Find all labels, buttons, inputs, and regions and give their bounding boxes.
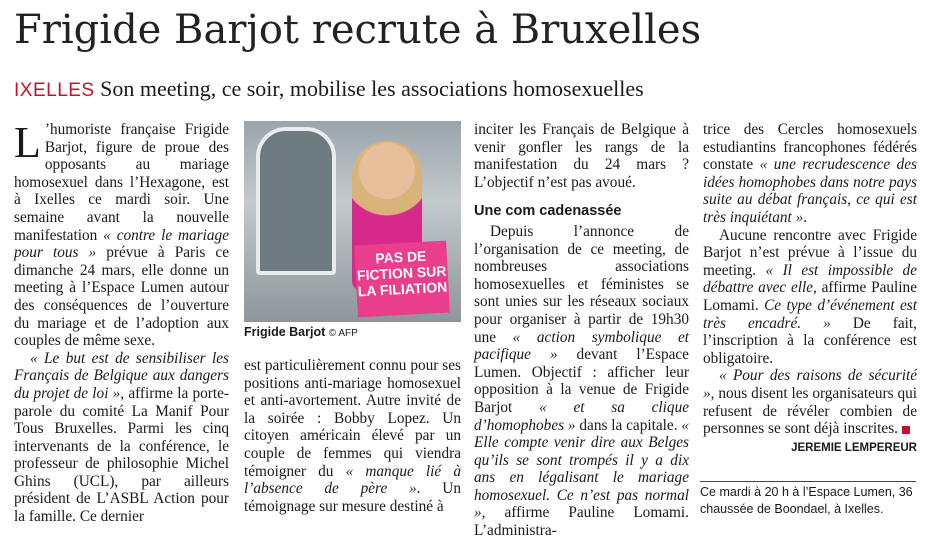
- article-column-3: [474, 121, 689, 540]
- author-signature: JEREMIE LEMPEREUR: [791, 441, 917, 454]
- article-column-2: [244, 357, 461, 515]
- paragraph: inciter les Français de Belgique à venir gonfler les rangs de la manifestation du 24 mars ? L’objectif n’est pas avoué.: [474, 121, 689, 191]
- protest-sign: PAS DE FICTION SUR LA FILIATION: [354, 241, 450, 318]
- paragraph: « Pour des raisons de sécurité », nous disent les organisateurs qui refusent de révéler combien de personnes se sont déjà inscrites.: [703, 367, 917, 438]
- section-subhead: Une com cadenassée: [474, 203, 622, 220]
- paragraph: est particulièrement connu pour ses positions anti-mariage homosexuel et anti-avortement. Autre invité de la soirée : Bobby Lopez. Un citoyen américain élevé par un couple de femmes qui viendra témoigner du « manque lié à l’absence de père ». Un témoignage sur mesure destiné à: [244, 357, 461, 515]
- subheadline: Son meeting, ce soir, mobilise les associations homosexuelles: [100, 76, 644, 101]
- headline: Frigide Barjot recrute à Bruxelles: [14, 7, 702, 53]
- paragraph: « Le but est de sensibiliser les Français de Belgique aux dangers du projet de loi », affirme la porte-parole du comité La Manif Pour Tous Bruxelles. Parmi les cinq intervenants de la conférence, le professeur de philosophie Michel Ghins (UCL), par ailleurs président de L’ASBL Action pour la famille. Ce dernier: [14, 349, 230, 526]
- kicker-location: IXELLES: [14, 80, 95, 101]
- drop-cap: L: [14, 118, 41, 167]
- end-of-article-mark: [902, 426, 910, 434]
- article-column-1: [14, 118, 230, 526]
- event-info-box: Ce mardi à 20 h à l’Espace Lumen, 36 chaussée de Boondael, à Ixelles.: [700, 481, 916, 518]
- photo-caption: [244, 324, 461, 342]
- paragraph: Depuis l’annonce de l’organisation de ce meeting, de nombreuses associations homosexuelles et féministes se sont unies sur les réseaux sociaux pour organiser à partir de 19h30 une « action symbolique et pacifique » devant l’Espace Lumen. Objectif : afficher leur opposition à la venue de Frigide Barjot « et sa clique d’homophobes » dans la capitale. « Elle compte venir dire aux Belges qu’ils se sont trompés il y a dix ans en légalisant le mariage homosexuel. Ce n’est pas normal », affirme Pauline Lomami. L’administra-: [474, 222, 690, 540]
- photo-credit: © AFP: [328, 328, 358, 339]
- photo-background-window: [256, 127, 336, 275]
- paragraph: L ’humoriste française Frigide Barjot, figure de proue des opposants au mariage homosexuel dans l’Hexagone, est à Ixelles ce mardi soir. Une semaine avant la nouvelle manifestation « contre le mariage pour tous » prévue à Paris ce dimanche 24 mars, elle donne un meeting à l’Espace Lumen autour des conséquences de l’ouverture du mariage et de l’adoption aux couples de même sexe.: [14, 118, 229, 350]
- article-column-4: [703, 121, 917, 457]
- subheadline-line: [14, 74, 924, 106]
- caption-name: Frigide Barjot: [244, 325, 326, 339]
- paragraph: trice des Cercles homosexuels estudiantins francophones fédérés constate « une recrudescence des idées homophobes dans notre pays suite au débat français, ce qui est très inquiétant ».: [703, 121, 917, 226]
- paragraph: Aucune rencontre avec Frigide Barjot n’est prévue à l’issue du meeting. « Il est impossible de débattre avec elle, affirme Pauline Lomami. Ce type d’événement est très encadré. » De fait, l’inscription à la conférence est obligatoire.: [703, 226, 918, 367]
- photo-frigide-barjot: [244, 121, 461, 322]
